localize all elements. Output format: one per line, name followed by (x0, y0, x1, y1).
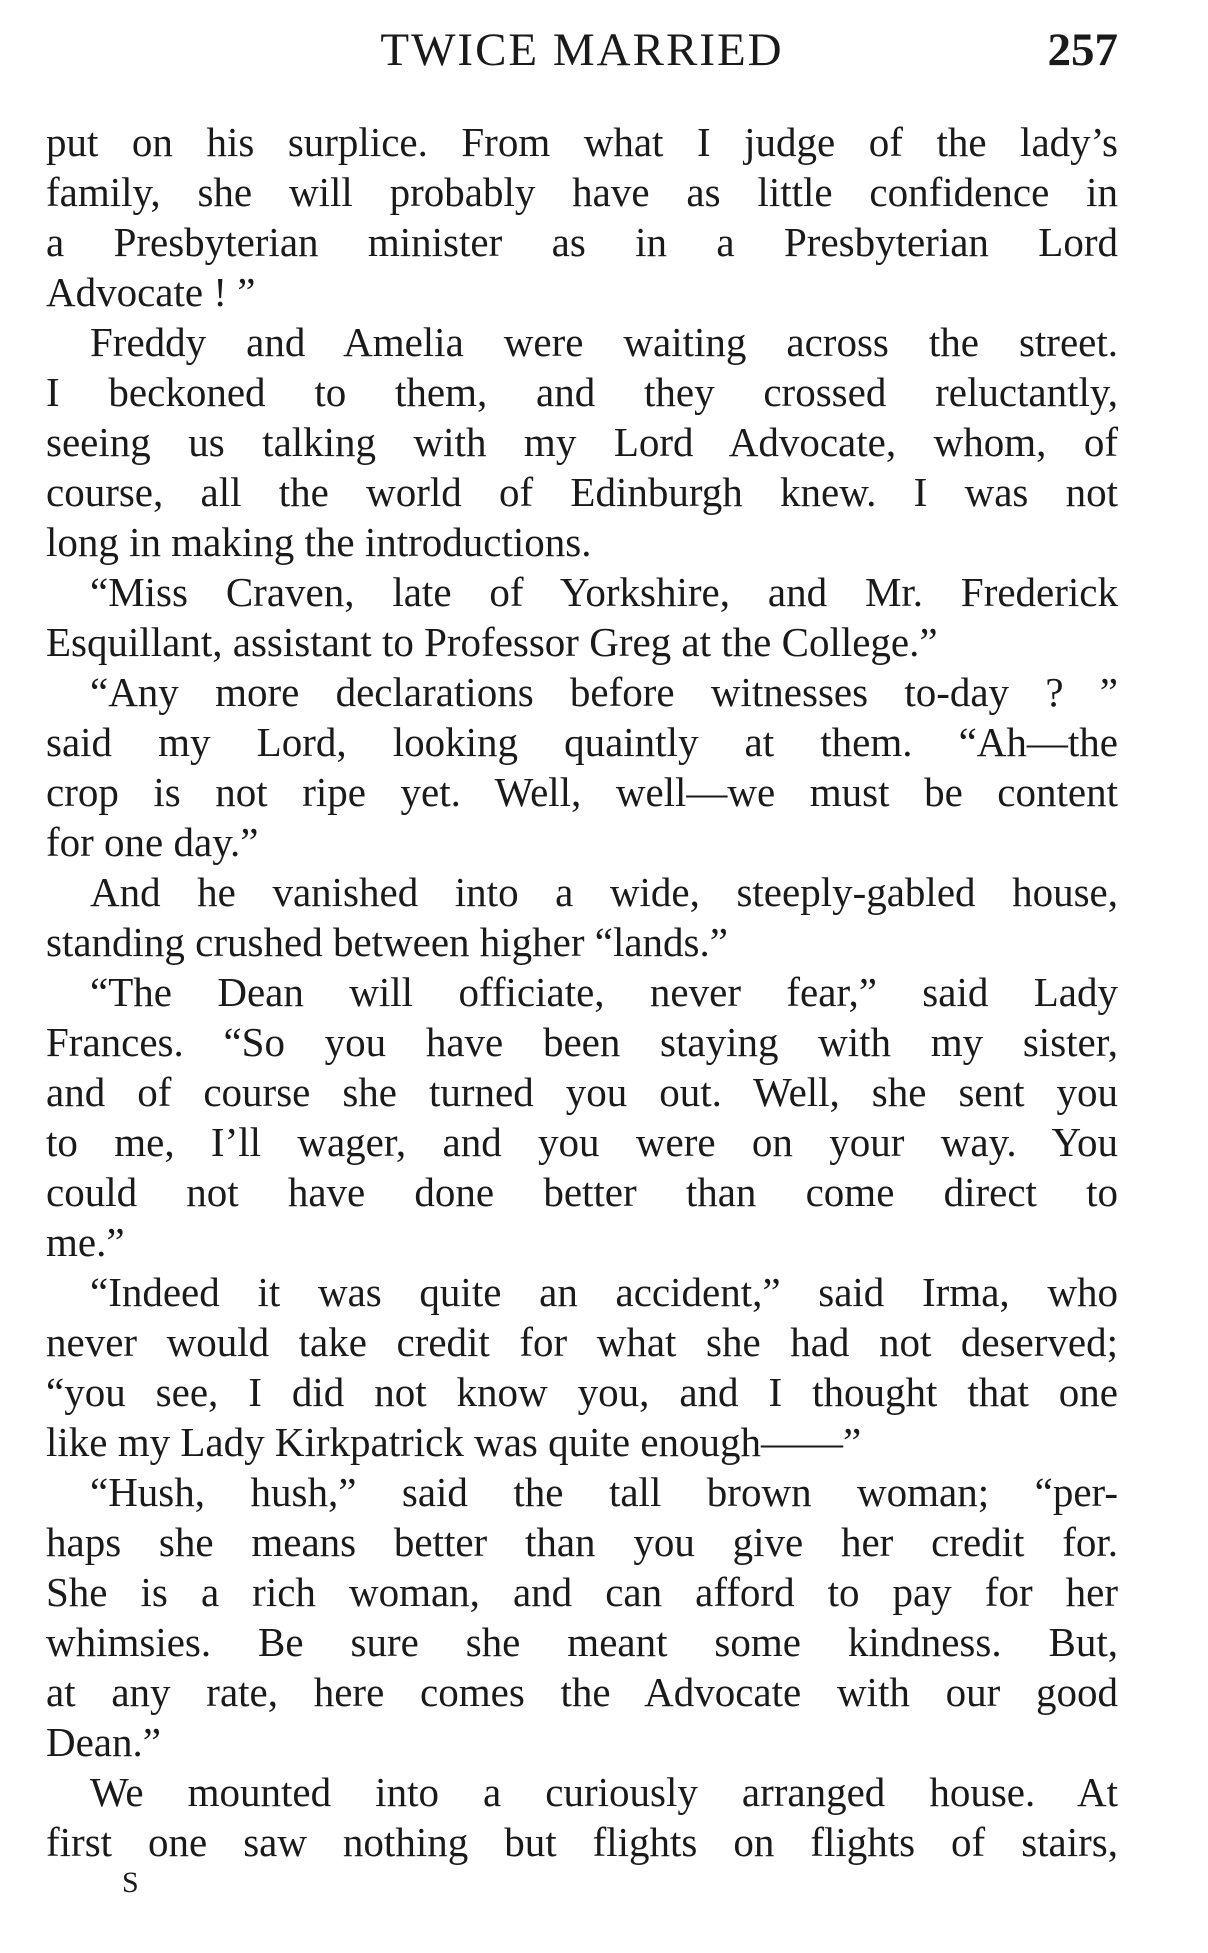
text-line: first one saw nothing but flights on flights of stairs, (46, 1819, 1118, 1865)
text-line: whimsies. Be sure she meant some kindness. But, (46, 1619, 1118, 1665)
text-line: crop is not ripe yet. Well, well—we must be content (46, 769, 1118, 815)
text-line: never would take credit for what she had not deserved; (46, 1319, 1118, 1365)
text-line: course, all the world of Edinburgh knew. I was not (46, 469, 1118, 515)
text-line: haps she means better than you give her credit for. (46, 1519, 1118, 1565)
text-line: “Any more declarations before witnesses to-day ? ” (90, 669, 1118, 715)
text-line: seeing us talking with my Lord Advocate, whom, of (46, 419, 1118, 465)
text-line: “you see, I did not know you, and I thought that one (46, 1369, 1118, 1415)
text-line: long in making the introductions. (46, 519, 592, 565)
text-line: Freddy and Amelia were waiting across the street. (90, 319, 1118, 365)
text-line: Esquillant, assistant to Professor Greg at the College.” (46, 619, 938, 665)
text-line: Dean.” (46, 1719, 161, 1765)
text-line: could not have done better than come direct to (46, 1169, 1118, 1215)
body-text (46, 117, 1118, 1867)
text-line: a Presbyterian minister as in a Presbyterian Lord (46, 219, 1118, 265)
text-line: We mounted into a curiously arranged house. At (90, 1769, 1118, 1815)
text-line: Frances. “So you have been staying with my sister, (46, 1019, 1118, 1065)
text-line: and of course she turned you out. Well, she sent you (46, 1069, 1118, 1115)
signature-mark: S (122, 1866, 139, 1899)
running-head (46, 20, 1118, 80)
text-line: And he vanished into a wide, steeply-gabled house, (90, 869, 1118, 915)
text-line: She is a rich woman, and can afford to pay for her (46, 1569, 1118, 1615)
text-line: “The Dean will officiate, never fear,” said Lady (90, 969, 1118, 1015)
text-line: “Miss Craven, late of Yorkshire, and Mr. Frederick (90, 569, 1118, 615)
text-line: “Hush, hush,” said the tall brown woman; “per- (90, 1469, 1118, 1515)
text-line: for one day.” (46, 819, 259, 865)
text-line: standing crushed between higher “lands.” (46, 919, 728, 965)
running-title: TWICE MARRIED (380, 24, 784, 76)
text-line: like my Lady Kirkpatrick was quite enough——” (46, 1419, 862, 1465)
text-line: me.” (46, 1219, 125, 1265)
text-line: put on his surplice. From what I judge of the lady’s (46, 119, 1118, 165)
text-line: said my Lord, looking quaintly at them. “Ah—the (46, 719, 1118, 765)
text-line: I beckoned to them, and they crossed reluctantly, (46, 369, 1118, 415)
text-line: at any rate, here comes the Advocate with our good (46, 1669, 1118, 1715)
text-line: Advocate ! ” (46, 269, 256, 315)
page-number: 257 (1047, 24, 1118, 76)
text-line: “Indeed it was quite an accident,” said Irma, who (90, 1269, 1118, 1315)
text-line: family, she will probably have as little confidence in (46, 169, 1118, 215)
text-line: to me, I’ll wager, and you were on your way. You (46, 1119, 1118, 1165)
